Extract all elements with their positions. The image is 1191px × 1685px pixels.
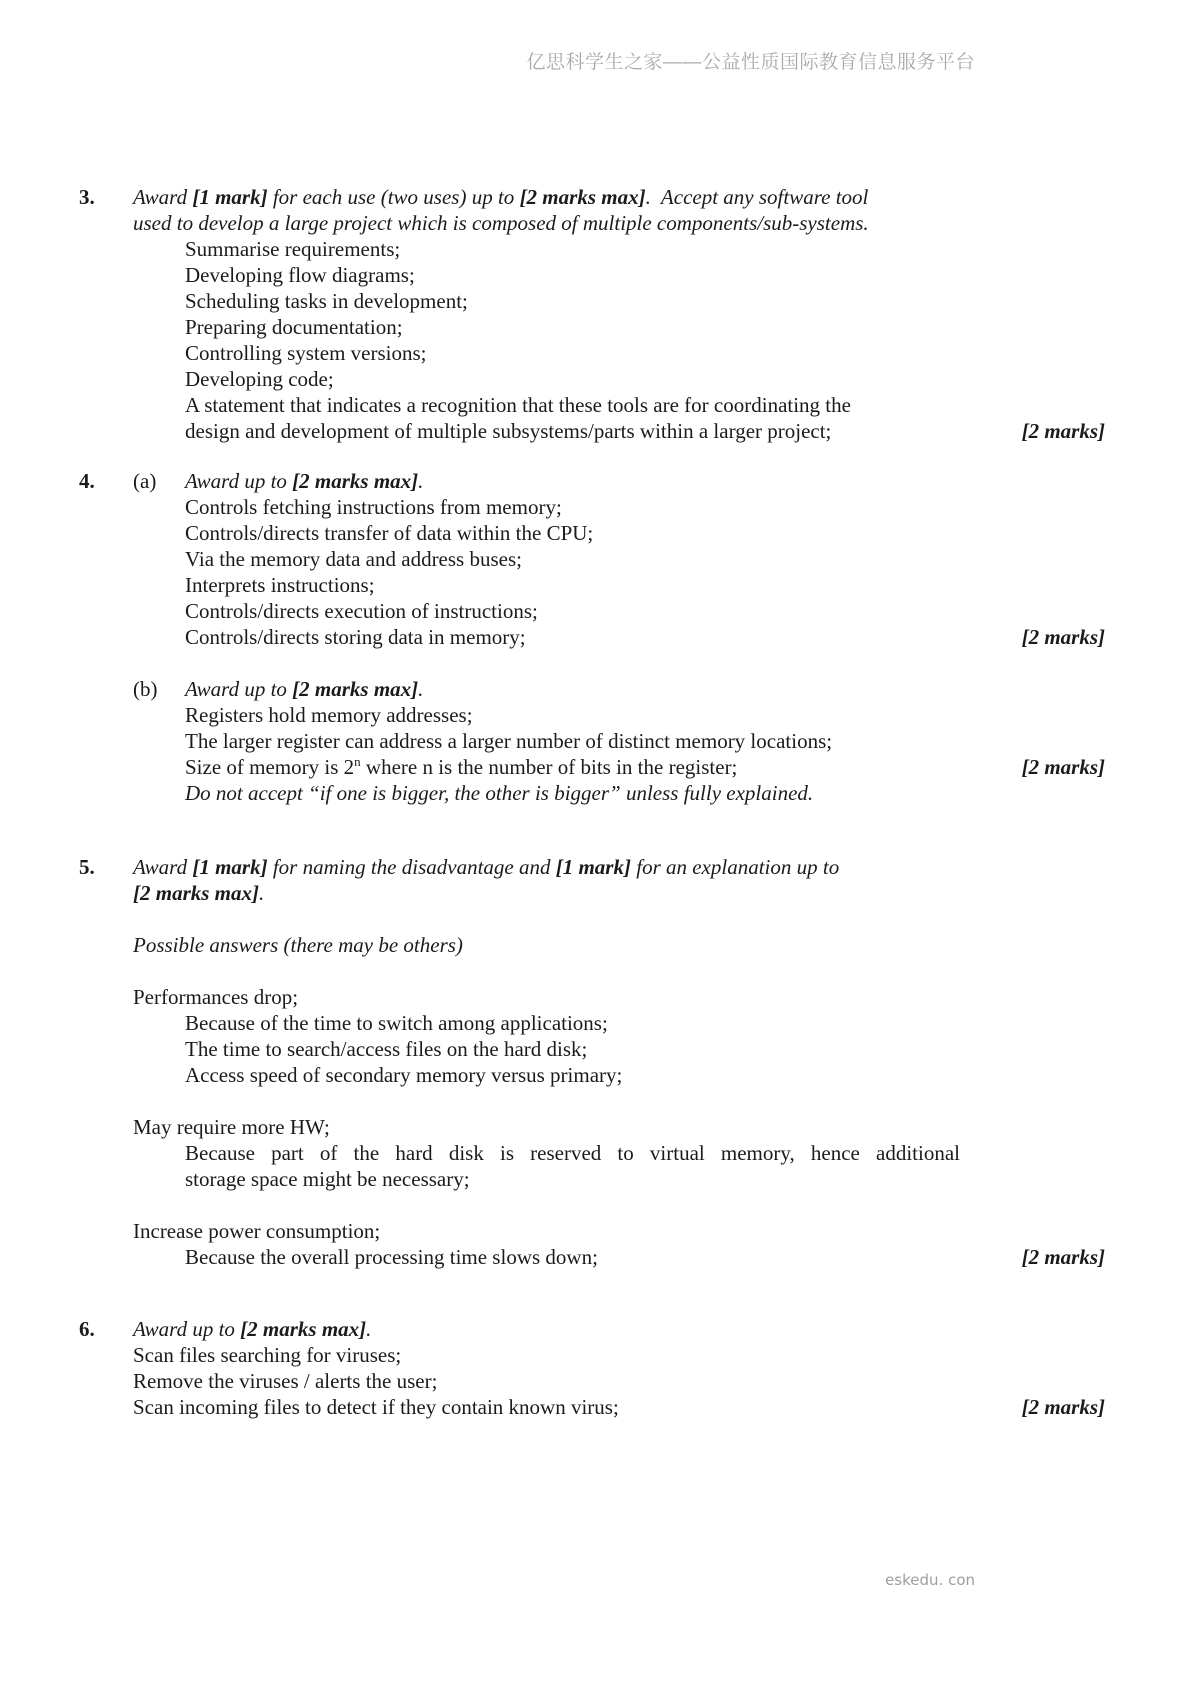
question-number: 6.: [79, 1317, 95, 1341]
marking-note: Do not accept “if one is bigger, the other is bigger” unless fully explained.: [185, 781, 814, 805]
question-5-group-power: [0, 1218, 1191, 1270]
answer-line: Scan files searching for viruses;: [133, 1343, 402, 1367]
question-part-label: (a): [133, 469, 157, 493]
question-3: [0, 184, 1191, 444]
question-intro-line: Award up to [2 marks max].: [133, 1317, 372, 1341]
answer-heading: May require more HW;: [133, 1115, 330, 1139]
answer-line: Controlling system versions;: [185, 341, 427, 365]
question-4b: [0, 676, 1191, 806]
question-5-group-hardware: [0, 1114, 1191, 1192]
answer-line: Controls/directs transfer of data within the CPU;: [185, 521, 594, 545]
answer-line: Because part of the hard disk is reserved to virtual memory, hence additional: [185, 1141, 960, 1165]
answer-line: Remove the viruses / alerts the user;: [133, 1369, 438, 1393]
answer-line-with-marks: [185, 754, 1105, 780]
answer-line: Controls fetching instructions from memory;: [185, 495, 562, 519]
question-5-possible-answers: [0, 932, 1191, 958]
answer-line: Scheduling tasks in development;: [185, 289, 468, 313]
watermark: eskedu. con: [885, 1571, 975, 1589]
answer-line: Because of the time to switch among applications;: [185, 1011, 608, 1035]
answer-line: Controls/directs execution of instructions;: [185, 599, 538, 623]
marks-badge: [2 marks]: [1021, 1395, 1105, 1419]
answer-line: Summarise requirements;: [185, 237, 401, 261]
question-intro-line: Award [1 mark] for naming the disadvantage and [1 mark] for an explanation up to: [133, 855, 840, 879]
answer-line: The time to search/access files on the hard disk;: [185, 1037, 588, 1061]
answer-heading: Performances drop;: [133, 985, 299, 1009]
question-5: [0, 854, 1191, 906]
question-intro-line: Award [1 mark] for each use (two uses) up to [2 marks max]. Accept any software tool: [133, 185, 869, 209]
answer-heading: Increase power consumption;: [133, 1219, 381, 1243]
answer-line-with-marks: [185, 624, 1105, 650]
answer-line: Because the overall processing time slows down;: [185, 1245, 598, 1269]
question-4a: [0, 468, 1191, 650]
question-6: [0, 1316, 1191, 1420]
question-intro-line: used to develop a large project which is composed of multiple components/sub-systems.: [133, 211, 869, 235]
answer-line: Size of memory is 2$^n$ where n is the number of bits in the register;: [185, 754, 738, 779]
answer-line: Scan incoming files to detect if they contain known virus;: [133, 1395, 619, 1419]
answer-line: A statement that indicates a recognition that these tools are for coordinating the: [185, 393, 851, 417]
answer-line: Controls/directs storing data in memory;: [185, 625, 526, 649]
question-part-label: (b): [133, 677, 158, 701]
question-number: 5.: [79, 855, 95, 879]
marks-badge: [2 marks]: [1021, 625, 1105, 649]
answer-line-with-marks: [133, 1394, 1105, 1420]
answer-line: The larger register can address a larger number of distinct memory locations;: [185, 729, 833, 753]
answer-line: Access speed of secondary memory versus primary;: [185, 1063, 623, 1087]
answer-line: Developing flow diagrams;: [185, 263, 415, 287]
marks-badge: [2 marks]: [1021, 419, 1105, 443]
answer-line: Via the memory data and address buses;: [185, 547, 522, 571]
answer-line: design and development of multiple subsystems/parts within a larger project;: [185, 419, 832, 443]
answer-line: Interprets instructions;: [185, 573, 375, 597]
possible-answers-label: Possible answers (there may be others): [133, 933, 463, 957]
answer-line: Developing code;: [185, 367, 334, 391]
question-intro-line: Award up to [2 marks max].: [185, 469, 424, 493]
question-intro-line: [2 marks max].: [133, 881, 265, 905]
answer-line-with-marks: [185, 1244, 1105, 1270]
answer-line: Preparing documentation;: [185, 315, 403, 339]
marks-badge: [2 marks]: [1021, 755, 1105, 779]
marks-badge: [2 marks]: [1021, 1245, 1105, 1269]
question-intro-line: Award up to [2 marks max].: [185, 677, 424, 701]
question-number: 3.: [79, 185, 95, 209]
site-banner: 亿思科学生之家——公益性质国际教育信息服务平台: [526, 52, 975, 73]
answer-line-with-marks: [185, 418, 1105, 444]
question-number: 4.: [79, 469, 95, 493]
answer-line: storage space might be necessary;: [185, 1167, 470, 1191]
question-5-group-performance: [0, 984, 1191, 1088]
answer-line: Registers hold memory addresses;: [185, 703, 473, 727]
